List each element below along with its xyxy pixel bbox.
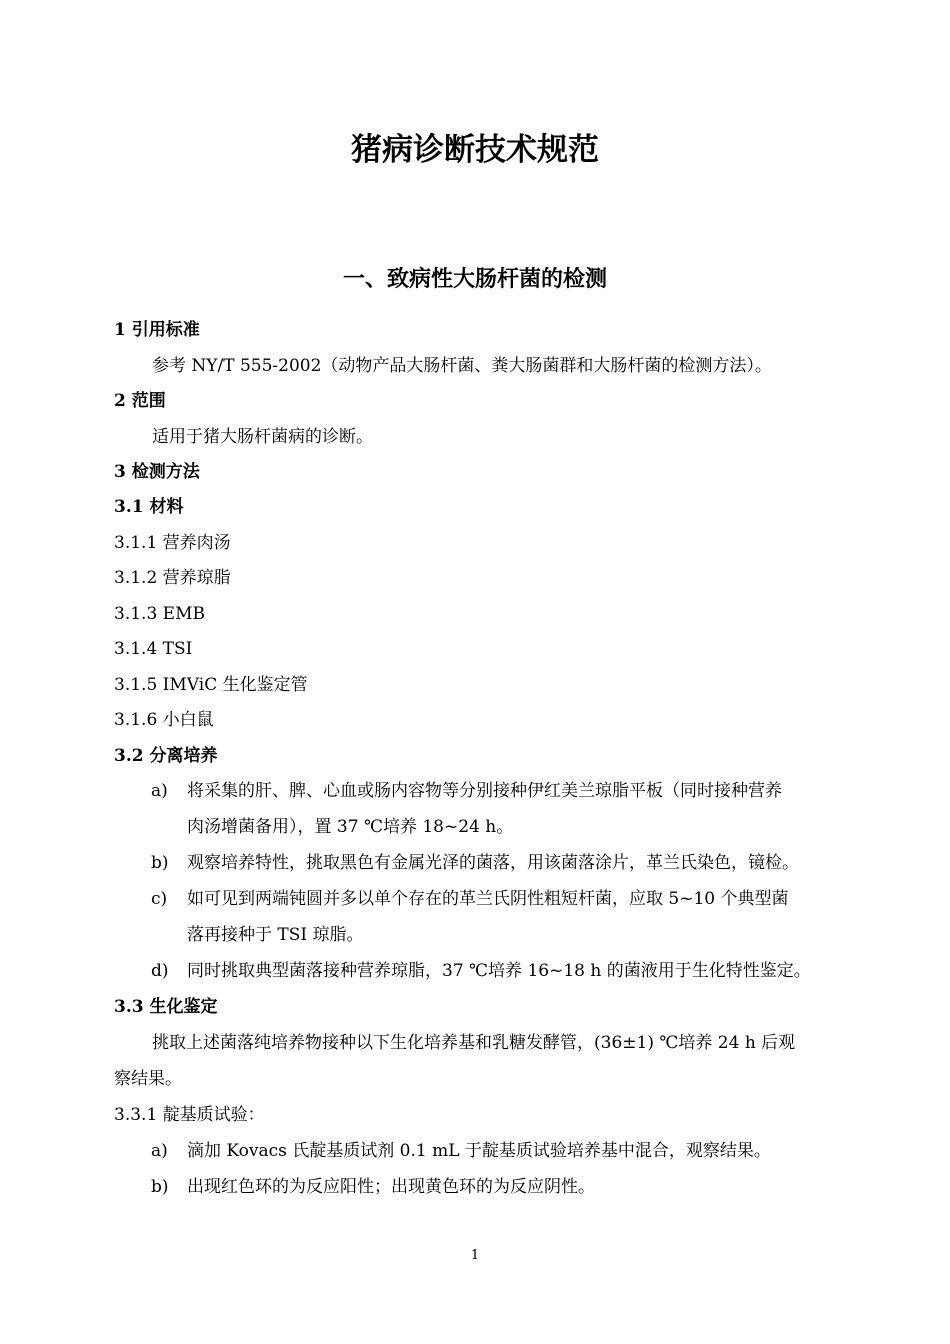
list-item-label: a) xyxy=(151,781,168,801)
heading-2-scope: 2 范围 xyxy=(114,391,166,411)
material-item: 3.1.2 营养琼脂 xyxy=(114,568,231,588)
heading-1-citation: 1 引用标准 xyxy=(114,320,200,340)
biochem-text-continued: 察结果。 xyxy=(114,1069,182,1089)
material-item: 3.1.6 小白鼠 xyxy=(114,710,214,730)
list-item-text-continued: 落再接种于 TSI 琼脂。 xyxy=(187,925,364,945)
list-item-text: 如可见到两端钝圆并多以单个存在的革兰氏阴性粗短杆菌，应取 5~10 个典型菌 xyxy=(187,889,789,909)
list-item-text: 观察培养特性，挑取黑色有金属光泽的菌落，用该菌落涂片，革兰氏染色，镜检。 xyxy=(187,853,799,873)
citation-text: 参考 NY/T 555-2002（动物产品大肠杆菌、粪大肠菌群和大肠杆菌的检测方法）。 xyxy=(152,356,772,376)
list-item-text: 将采集的肝、脾、心血或肠内容物等分别接种伊红美兰琼脂平板（同时接种营养 xyxy=(187,781,782,801)
list-item-text-continued: 肉汤增菌备用），置 37 ℃培养 18~24 h。 xyxy=(187,817,514,837)
list-item-label: a) xyxy=(151,1141,168,1161)
list-item-label: b) xyxy=(151,853,169,873)
list-item-text: 出现红色环的为反应阳性；出现黄色环的为反应阴性。 xyxy=(187,1177,595,1197)
list-item-label: d) xyxy=(151,961,169,981)
list-item-text: 滴加 Kovacs 氏靛基质试剂 0.1 mL 于靛基质试验培养基中混合，观察结果。 xyxy=(187,1141,771,1161)
heading-3-1-materials: 3.1 材料 xyxy=(114,497,184,517)
scope-text: 适用于猪大肠杆菌病的诊断。 xyxy=(152,427,373,447)
material-item: 3.1.3 EMB xyxy=(114,604,205,624)
page-number: 1 xyxy=(470,1248,480,1263)
heading-3-3-biochem: 3.3 生化鉴定 xyxy=(114,997,218,1017)
heading-3-2-isolation: 3.2 分离培养 xyxy=(114,746,218,766)
list-item-text: 同时挑取典型菌落接种营养琼脂，37 ℃培养 16~18 h 的菌液用于生化特性鉴定。 xyxy=(187,961,811,981)
heading-3-3-1-indole: 3.3.1 靛基质试验： xyxy=(114,1105,265,1125)
heading-3-method: 3 检测方法 xyxy=(114,462,200,482)
material-item: 3.1.5 IMViC 生化鉴定管 xyxy=(114,675,308,695)
list-item-label: c) xyxy=(151,889,168,909)
list-item-label: b) xyxy=(151,1177,169,1197)
document-title: 猪病诊断技术规范 xyxy=(351,132,599,168)
section-title: 一、致病性大肠杆菌的检测 xyxy=(342,267,607,292)
material-item: 3.1.1 营养肉汤 xyxy=(114,533,231,553)
material-item: 3.1.4 TSI xyxy=(114,639,193,659)
biochem-text: 挑取上述菌落纯培养物接种以下生化培养基和乳糖发酵管，(36±1) ℃培养 24 h 后观 xyxy=(152,1033,796,1053)
